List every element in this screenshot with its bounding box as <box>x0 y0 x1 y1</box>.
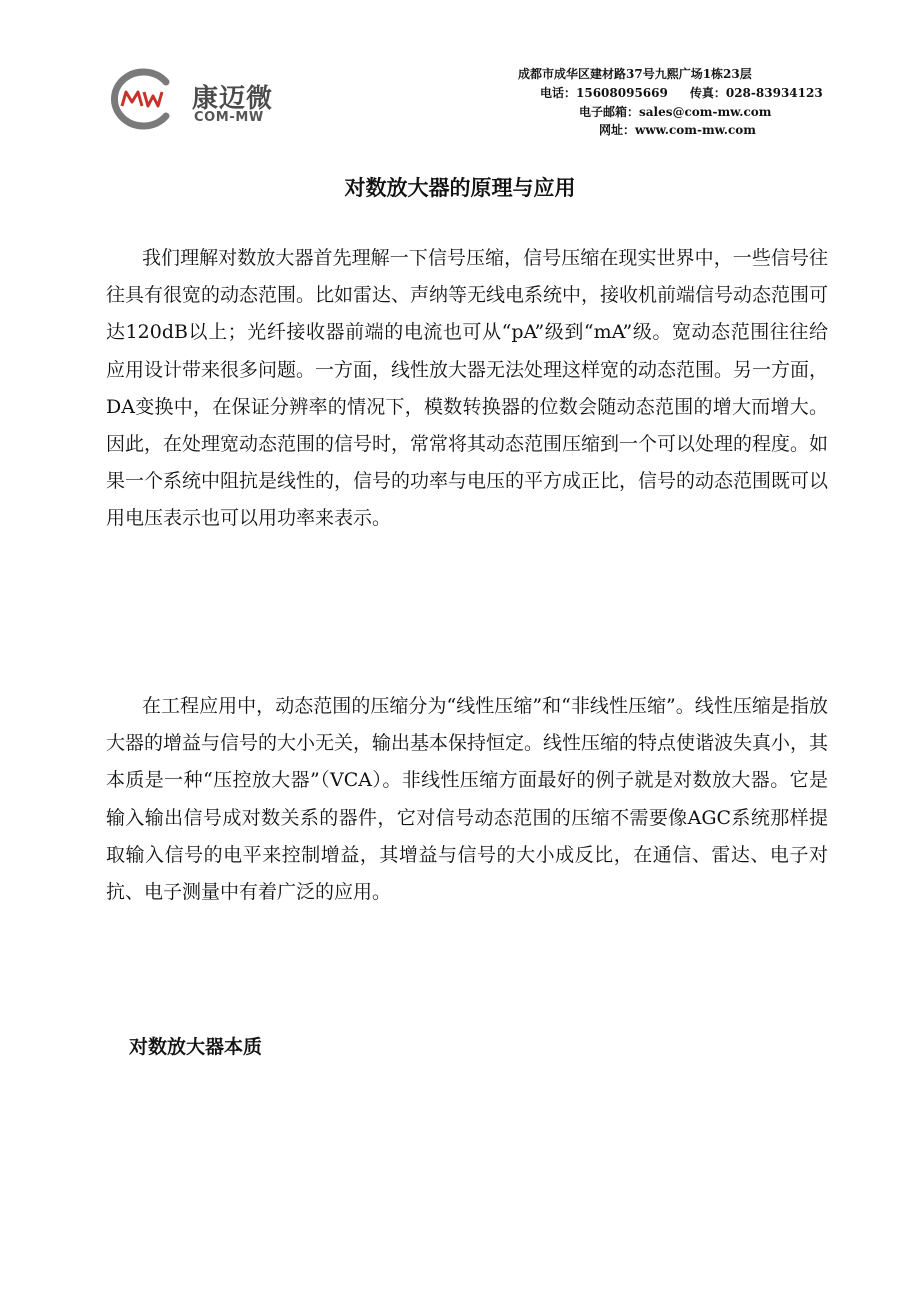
logo-ring-icon <box>104 68 176 130</box>
page-header <box>0 0 920 150</box>
contact-website: 网址：www.com-mw.com <box>599 123 756 137</box>
logo-name-cn: 康迈微 <box>192 84 274 114</box>
contact-phone: 电话：15608095669 <box>540 86 668 100</box>
document-title: 对数放大器的原理与应用 <box>344 176 576 200</box>
contact-fax: 传真：028-83934123 <box>689 86 823 100</box>
contact-phone-fax-line <box>540 85 823 101</box>
contact-address: 成都市成华区建材路37号九熙广场1栋23层 <box>518 67 752 81</box>
paragraph-signal-compression: 我们理解对数放大器首先理解一下信号压缩，信号压缩在现实世界中，一些信号往往具有很宽的动态范围。比如雷达、声纳等无线电系统中，接收机前端信号动态范围可达120dB以上；光纤接收器前端的电流也可从“pA”级到“mA”级。宽动态范围往往给应用设计带来很多问题。一方面，线性放大器无法处理这样宽的动态范围。另一方面，DA变换中，在保证分辨率的情况下，模数转换器的位数会随动态范围的增大而增大。因此，在处理宽动态范围的信号时，常常将其动态范围压缩到一个可以处理的程度。如果一个系统中阻抗是线性的，信号的功率与电压的平方成正比，信号的动态范围既可以用电压表示也可以用功率来表示。 <box>106 247 829 530</box>
logo-name-en: COM-MW <box>194 110 264 125</box>
company-logo <box>104 68 284 130</box>
section-heading: 对数放大器本质 <box>129 1036 263 1058</box>
contact-email: 电子邮箱：sales@com-mw.com <box>579 105 772 119</box>
paragraph-compression-types: 在工程应用中，动态范围的压缩分为“线性压缩”和“非线性压缩”。线性压缩是指放大器的增益与信号的大小无关，输出基本保持恒定。线性压缩的特点使谐波失真小，其本质是一种“压控放大器”（VCA）。非线性压缩方面最好的例子就是对数放大器。它是输入输出信号成对数关系的器件，它对信号动态范围的压缩不需要像AGC系统那样提取输入信号的电平来控制增益，其增益与信号的大小成反比，在通信、雷达、电子对抗、电子测量中有着广泛的应用。 <box>106 695 829 904</box>
